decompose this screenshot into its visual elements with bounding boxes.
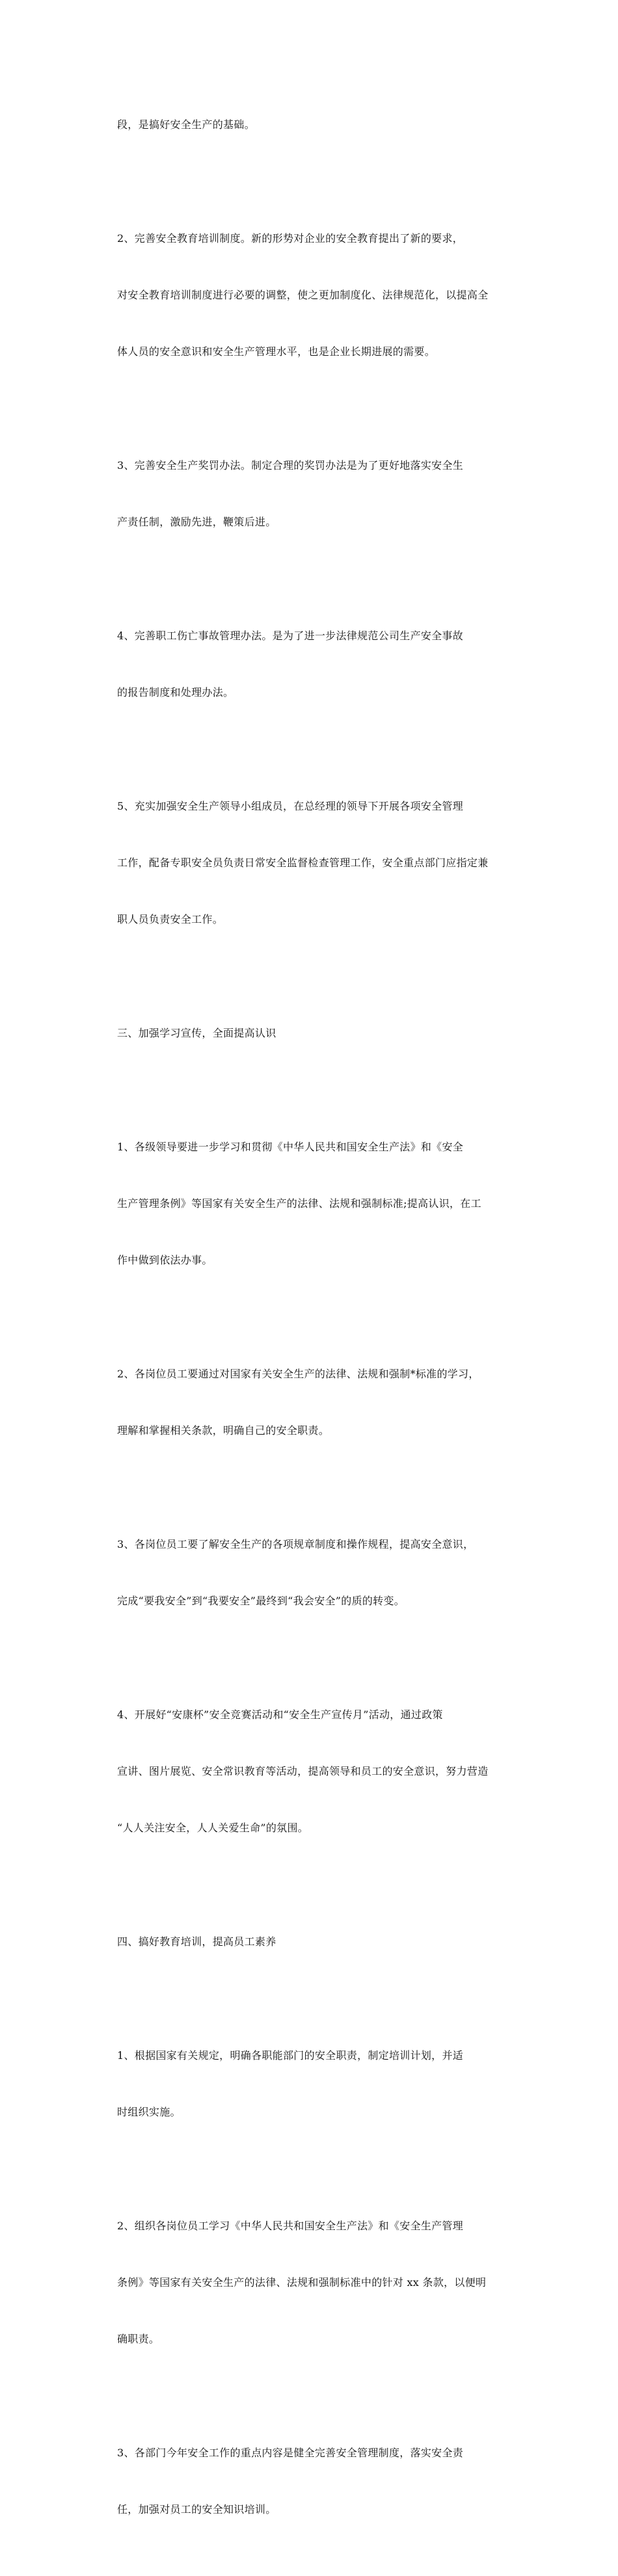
text-line: 2、组织各岗位员工学习《中华人民共和国安全生产法》和《安全生产管理 — [117, 2220, 464, 2232]
paragraph — [117, 191, 504, 399]
section-heading — [117, 986, 504, 1080]
section-heading — [117, 1894, 504, 1989]
text-line: 产责任制，激励先进，鞭策后进。 — [117, 516, 276, 528]
text-line: 条例》等国家有关安全生产的法律、法规和强制标准中的针对 xx 条款，以便明 — [117, 2276, 487, 2289]
text-line: 时组织实施。 — [117, 2106, 181, 2118]
paragraph — [117, 2008, 504, 2159]
text-line: 体人员的安全意识和安全生产管理水平，也是企业长期进展的需要。 — [117, 345, 436, 358]
text-line: 理解和掌握相关条款，明确自己的安全职责。 — [117, 1424, 330, 1437]
text-line: 对安全教育培训制度进行必要的调整，使之更加制度化、法律规范化，以提高全 — [117, 289, 489, 301]
text-line: 4、开展好“安康杯”安全竞赛活动和“安全生产宣传月”活动，通过政策 — [117, 1708, 443, 1721]
text-line: 1、根据国家有关规定，明确各职能部门的安全职责，制定培训计划，并适 — [117, 2049, 464, 2062]
document-page — [117, 77, 504, 2576]
text-line: 生产管理条例》等国家有关安全生产的法律、法规和强制标准;提高认识，在工 — [117, 1197, 481, 1210]
text-line: 确职责。 — [117, 2333, 160, 2345]
heading-line: 四、搞好教育培训，提高员工素养 — [117, 1935, 276, 1948]
text-line: 3、各部门今年安全工作的重点内容是健全完善安全管理制度，落实安全责 — [117, 2447, 464, 2459]
text-line: 段，是搞好安全生产的基础。 — [117, 118, 255, 131]
paragraph — [117, 1100, 504, 1307]
text-line: 职人员负责安全工作。 — [117, 913, 224, 925]
text-line: 工作，配备专职安全员负责日常安全监督检查管理工作，安全重点部门应指定兼 — [117, 856, 489, 869]
paragraph — [117, 1497, 504, 1648]
text-line: 2、完善安全教育培训制度。新的形势对企业的安全教育提出了新的要求， — [117, 232, 464, 245]
heading-line: 三、加强学习宣传，全面提高认识 — [117, 1027, 276, 1039]
text-line: 4、完善职工伤亡事故管理办法。是为了进一步法律规范公司生产安全事故 — [117, 630, 464, 642]
text-line: 2、各岗位员工要通过对国家有关安全生产的法律、法规和强制*标准的学习， — [117, 1368, 479, 1380]
text-line: 的报告制度和处理办法。 — [117, 686, 234, 698]
text-line: 作中做到依法办事。 — [117, 1254, 213, 1266]
paragraph — [117, 1667, 504, 1875]
paragraph — [117, 77, 504, 172]
text-line: 任，加强对员工的安全知识培训。 — [117, 2503, 276, 2516]
paragraph — [117, 2179, 504, 2386]
paragraph — [117, 589, 504, 739]
text-line: 3、各岗位员工要了解安全生产的各项规章制度和操作规程，提高安全意识， — [117, 1538, 474, 1550]
text-line: “人人关注安全，人人关爱生命”的氛围。 — [117, 1822, 309, 1834]
text-line: 5、充实加强安全生产领导小组成员，在总经理的领导下开展各项安全管理 — [117, 800, 464, 812]
text-line: 宣讲、图片展览、安全常识教育等活动，提高领导和员工的安全意识，努力营造 — [117, 1765, 489, 1777]
paragraph — [117, 418, 504, 569]
paragraph — [117, 759, 504, 966]
text-line: 1、各级领导要进一步学习和贯彻《中华人民共和国安全生产法》和《安全 — [117, 1141, 464, 1153]
paragraph — [117, 2406, 504, 2556]
text-line: 3、完善安全生产奖罚办法。制定合理的奖罚办法是为了更好地落实安全生 — [117, 459, 464, 471]
text-line: 完成“要我安全”到“我要安全”最终到“我会安全”的质的转变。 — [117, 1595, 405, 1607]
paragraph — [117, 1327, 504, 1478]
